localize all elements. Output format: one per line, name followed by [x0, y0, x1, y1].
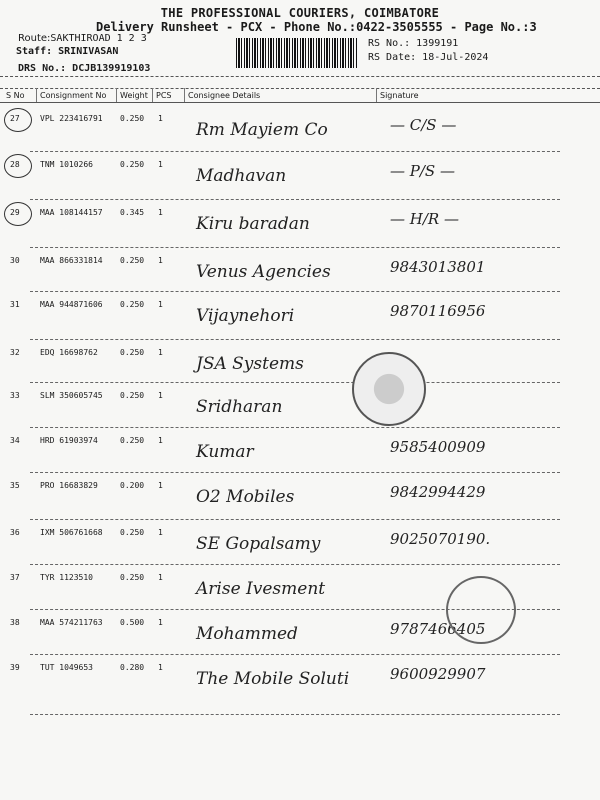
row-signature: — H/R — — [390, 210, 459, 228]
row-weight: 0.250 — [120, 436, 145, 445]
table-row — [0, 106, 600, 152]
row-pcs: 1 — [158, 481, 163, 490]
row-pcs: 1 — [158, 300, 163, 309]
route-label: Route: — [18, 33, 51, 44]
table-row — [0, 152, 600, 200]
row-sno: 29 — [10, 208, 20, 217]
row-signature: — C/S — — [390, 116, 457, 134]
handwritten-circle — [4, 154, 32, 178]
table-row — [0, 655, 600, 715]
column-divider — [116, 88, 117, 102]
row-consignee-name: The Mobile Soluti — [196, 669, 350, 689]
route-line — [18, 33, 147, 44]
column-divider — [152, 88, 153, 102]
divider — [0, 88, 600, 89]
row-consignment-no: EDQ 16698762 — [40, 348, 98, 357]
company-stamp — [352, 352, 426, 426]
row-weight: 0.250 — [120, 256, 145, 265]
row-pcs: 1 — [158, 114, 163, 123]
row-consignee-name: JSA Systems — [196, 354, 304, 374]
row-consignment-no: HRD 61903974 — [40, 436, 98, 445]
row-weight: 0.500 — [120, 618, 145, 627]
row-signature: — P/S — — [390, 162, 455, 180]
row-weight: 0.345 — [120, 208, 145, 217]
row-weight: 0.200 — [120, 481, 145, 490]
table-row — [0, 383, 600, 428]
table-row — [0, 340, 600, 383]
row-pcs: 1 — [158, 663, 163, 672]
row-sno: 38 — [10, 618, 20, 627]
row-weight: 0.250 — [120, 114, 145, 123]
col-header-pcs: PCS — [156, 91, 172, 100]
row-sno: 37 — [10, 573, 20, 582]
divider — [0, 76, 600, 77]
row-pcs: 1 — [158, 348, 163, 357]
row-consignee-name: Rm Mayiem Co — [196, 120, 328, 140]
col-header-sno: S No — [6, 91, 25, 100]
row-consignee-name: Mohammed — [196, 624, 298, 644]
row-consignee-name: Arise Ivesment — [196, 579, 326, 599]
company-stamp — [446, 576, 516, 644]
row-consignment-no: MAA 866331814 — [40, 256, 103, 265]
table-row — [0, 473, 600, 520]
column-divider — [376, 88, 377, 102]
row-consignee-name: Vijaynehori — [196, 306, 295, 326]
row-sno: 31 — [10, 300, 20, 309]
company-title: THE PROFESSIONAL COURIERS, COIMBATORE — [160, 6, 440, 20]
row-divider — [30, 714, 560, 715]
row-weight: 0.250 — [120, 300, 145, 309]
row-sno: 39 — [10, 663, 20, 672]
table-row — [0, 520, 600, 565]
row-consignee-name: Madhavan — [196, 166, 287, 186]
row-pcs: 1 — [158, 256, 163, 265]
rs-number: RS No.: 1399191 — [368, 38, 459, 49]
row-sno: 34 — [10, 436, 20, 445]
table-row — [0, 248, 600, 292]
row-consignment-no: MAA 944871606 — [40, 300, 103, 309]
row-consignment-no: SLM 350605745 — [40, 391, 103, 400]
row-consignee-name: O2 Mobiles — [196, 487, 295, 507]
table-row — [0, 200, 600, 248]
col-header-consignment: Consignment No — [40, 91, 107, 100]
row-consignee-name: Venus Agencies — [196, 262, 331, 282]
staff-line: Staff: SRINIVASAN — [16, 46, 119, 57]
row-consignment-no: VPL 223416791 — [40, 114, 103, 123]
row-consignment-no: TNM 1010266 — [40, 160, 93, 169]
row-weight: 0.250 — [120, 391, 145, 400]
row-weight: 0.250 — [120, 573, 145, 582]
row-weight: 0.250 — [120, 528, 145, 537]
handwritten-circle — [4, 202, 32, 226]
row-weight: 0.280 — [120, 663, 145, 672]
row-signature: 9843013801 — [390, 258, 486, 276]
row-signature: 9585400909 — [390, 438, 486, 456]
row-consignment-no: MAA 108144157 — [40, 208, 103, 217]
row-pcs: 1 — [158, 573, 163, 582]
col-header-weight: Weight — [120, 91, 148, 100]
route-value: SAKTHIROAD 1 2 3 — [50, 33, 147, 44]
row-signature: 9870116956 — [390, 302, 486, 320]
row-sno: 35 — [10, 481, 20, 490]
row-pcs: 1 — [158, 618, 163, 627]
row-consignment-no: IXM 506761668 — [40, 528, 103, 537]
row-sno: 36 — [10, 528, 20, 537]
row-consignment-no: MAA 574211763 — [40, 618, 103, 627]
row-pcs: 1 — [158, 528, 163, 537]
col-header-signature: Signature — [380, 91, 419, 100]
row-weight: 0.250 — [120, 348, 145, 357]
row-sno: 33 — [10, 391, 20, 400]
header-rule — [0, 102, 600, 103]
column-divider — [36, 88, 37, 102]
row-signature: 9787466405 — [390, 620, 486, 638]
handwritten-circle — [4, 108, 32, 132]
col-header-details: Consignee Details — [188, 91, 261, 100]
row-consignee-name: Sridharan — [196, 397, 283, 417]
row-consignee-name: Kiru baradan — [196, 214, 310, 234]
row-pcs: 1 — [158, 436, 163, 445]
row-consignment-no: TYR 1123510 — [40, 573, 93, 582]
row-consignee-name: SE Gopalsamy — [196, 534, 321, 554]
row-sno: 30 — [10, 256, 20, 265]
rs-date: RS Date: 18-Jul-2024 — [368, 52, 489, 63]
row-consignee-name: Kumar — [196, 442, 254, 462]
row-signature: 9842994429 — [390, 483, 486, 501]
row-consignment-no: TUT 1049653 — [40, 663, 93, 672]
row-sno: 28 — [10, 160, 20, 169]
table-row — [0, 292, 600, 340]
row-pcs: 1 — [158, 208, 163, 217]
row-pcs: 1 — [158, 160, 163, 169]
drs-number: DRS No.: DCJB139919103 — [18, 63, 151, 74]
row-sno: 32 — [10, 348, 20, 357]
row-weight: 0.250 — [120, 160, 145, 169]
row-sno: 27 — [10, 114, 20, 123]
row-consignment-no: PRO 16683829 — [40, 481, 98, 490]
column-divider — [184, 88, 185, 102]
row-signature: 9025070190. — [390, 530, 491, 548]
table-row — [0, 428, 600, 473]
barcode — [236, 38, 358, 68]
runsheet-subtitle: Delivery Runsheet - PCX - Phone No.:0422-3505555 - Page No.:3 — [96, 20, 537, 34]
row-signature: 9600929907 — [390, 665, 486, 683]
row-pcs: 1 — [158, 391, 163, 400]
